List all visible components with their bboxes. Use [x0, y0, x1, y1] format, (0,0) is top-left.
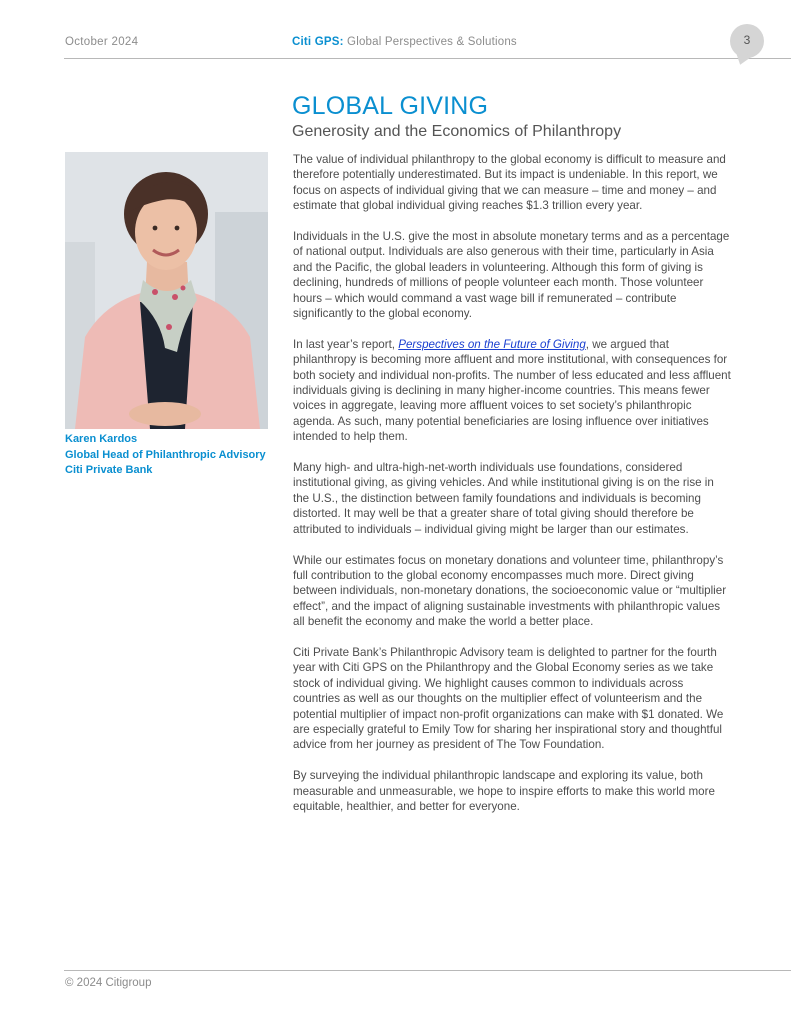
author-name: Karen Kardos — [65, 433, 138, 445]
author-portrait-image — [65, 152, 268, 429]
paragraph-3-lead: In last year’s report, — [293, 337, 399, 351]
paragraph-6: Citi Private Bank’s Philanthropic Advisory team is delighted to partner for the fourth year with Citi GPS on the Philanthropy and the Global Economy series as we take stock of individual giving. We highlight causes common to individuals across countries as well as our thoughts on the multiplier effect of volunteerism and the potential multiplier of impact non-profit organizations can make with $1 donated. We are especially grateful to Emily Tow for sharing her inspirational story and thoughtful advice from her journey as president of The Tow Foundation. — [293, 645, 724, 752]
footer-divider — [64, 970, 791, 971]
author-organization: Citi Private Bank — [65, 464, 153, 476]
paragraph-5: While our estimates focus on monetary donations and volunteer time, philanthropy’s full contribution to the global economy encompasses much more. Direct giving between individuals, non-monetary donations, the socioeconomic value or “multiplier effect”, and the impact of aligning sustainable investments with philanthropic values all benefit the economy and make the world a better place. — [293, 553, 727, 629]
article-body — [293, 152, 733, 830]
paragraph-3-rest: , we argued that philanthropy is becoming more affluent and more institutional, with consequences for both society and individual non-profits. The number of less educated and less affluent individuals giving is declining in many higher-income countries. This means fewer voices in aggregate, leaving more affluent voices to set society’s philanthropic agenda. As such, many potential beneficiaries are losing influence over initiatives intended to help them. — [293, 337, 731, 444]
paragraph-4: Many high- and ultra-high-net-worth individuals use foundations, considered institutional giving, as giving vehicles. And while institutional giving is on the rise in the U.S., the distinction between family foundations and individuals is becoming distorted. It may well be that a greater share of total giving should therefore be attributed to individuals – individual giving might be larger than our estimates. — [293, 461, 714, 536]
paragraph-3 — [293, 337, 733, 445]
author-caption — [65, 432, 266, 479]
footer-copyright: © 2024 Citigroup — [65, 977, 152, 989]
paragraph-2: Individuals in the U.S. give the most in absolute monetary terms and as a percentage of national output. Individuals are also generous with their time, particularly in Asia and the Pacific, the global leaders in volunteering. Although this form of giving is declining, hundreds of millions of people volunteer each month. Those volunteer hours – which would command a vast wage bill if remunerated – contribute significantly to the global economy. — [293, 230, 730, 321]
author-photo — [65, 152, 268, 429]
paragraph-1: The value of individual philanthropy to the global economy is difficult to measure and therefore potentially underestimated. But its impact is undeniable. In this report, we focus on aspects of individual giving that we can measure – time and money – and estimate that global individual giving reaches $1.3 trillion every year. — [293, 153, 726, 213]
page-title: GLOBAL GIVING — [292, 92, 489, 120]
future-of-giving-report-link[interactable]: Perspectives on the Future of Giving — [398, 337, 586, 351]
page-number: 3 — [743, 33, 751, 47]
header-divider — [64, 58, 791, 59]
page-subtitle: Generosity and the Economics of Philanthropy — [292, 123, 622, 140]
header-date: October 2024 — [65, 36, 139, 48]
author-role: Global Head of Philanthropic Advisory — [65, 448, 266, 461]
paragraph-7: By surveying the individual philanthropic landscape and exploring its value, both measurable and unmeasurable, we hope to inspire efforts to make this world more equitable, healthier, and better for everyone. — [293, 769, 715, 813]
header-series-title — [292, 36, 517, 48]
header-brand: Citi GPS: — [292, 36, 344, 48]
header-series-name: Global Perspectives & Solutions — [347, 36, 517, 48]
